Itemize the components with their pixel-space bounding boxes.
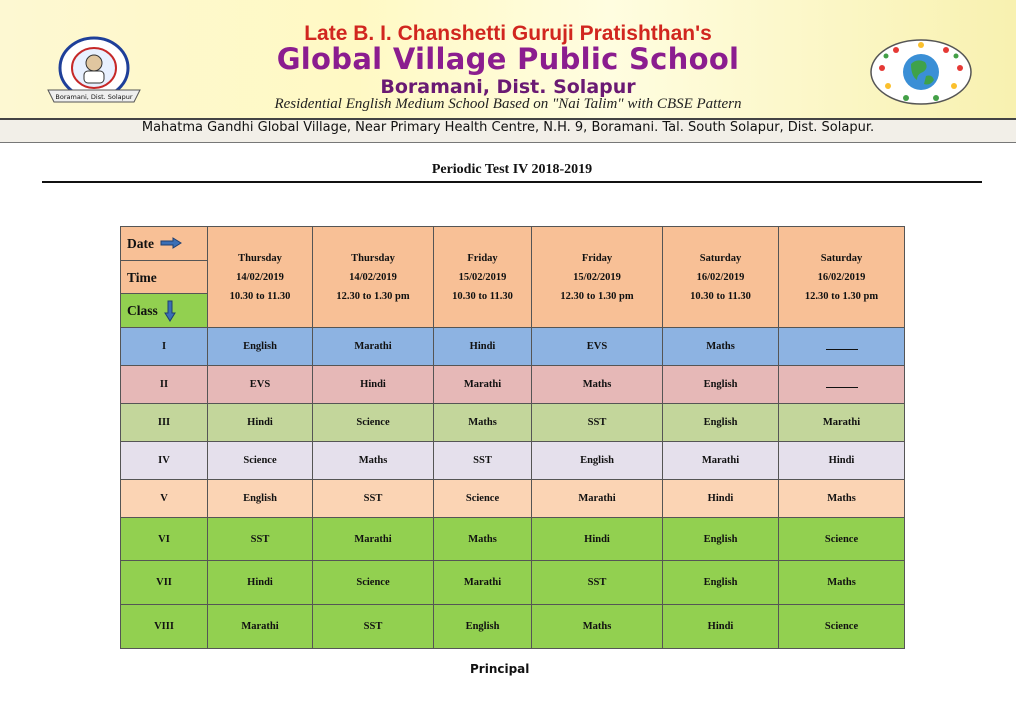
subject-cell: Hindi [208,404,313,442]
globe-children-logo [866,38,976,106]
column-date: 14/02/2019 [236,271,284,283]
subject-cell: Science [313,404,434,442]
subject-cell: SST [208,518,313,561]
header-row [121,227,905,328]
title-divider [42,181,982,183]
subject-cell: EVS [532,328,663,366]
class-label-row [121,294,207,327]
column-date: 15/02/2019 [458,271,507,283]
subject-cell: English [434,605,532,649]
class-name: II [121,366,208,404]
subject-cell: EVS [208,366,313,404]
column-day: Friday [581,252,613,264]
class-row [121,442,905,480]
subject-cell: SST [532,404,663,442]
subject-cell: Maths [313,442,434,480]
arrow-down-icon [164,300,176,322]
arrow-right-icon [160,237,182,249]
subject-cell: Maths [532,366,663,404]
subject-cell: SST [313,480,434,518]
subject-cell: English [663,561,779,605]
class-row [121,328,905,366]
column-header [313,227,434,328]
subject-cell: English [532,442,663,480]
column-date: 16/02/2019 [696,271,745,283]
column-date: 14/02/2019 [349,271,397,283]
subject-cell: Marathi [434,366,532,404]
subject-cell: English [208,480,313,518]
class-row [121,366,905,404]
blank-line [826,379,858,388]
class-name: IV [121,442,208,480]
subject-cell: Hindi [434,328,532,366]
column-day: Thursday [351,252,395,264]
class-row [121,518,905,561]
date-label-row [121,227,207,261]
column-time: 10.30 to 11.30 [229,290,291,302]
subject-cell: SST [532,561,663,605]
subject-cell: Hindi [663,605,779,649]
subject-cell: Hindi [208,561,313,605]
school-address: Mahatma Gandhi Global Village, Near Primary Health Centre, N.H. 9, Boramani. Tal. South Solapur, Dist. Solapur. [141,120,875,135]
subject-cell: SST [434,442,532,480]
school-name: Global Village Public School [276,42,740,76]
principal-signature-label: Principal [470,662,530,676]
column-day: Saturday [820,252,863,264]
column-time: 12.30 to 1.30 pm [336,290,410,302]
column-header [208,227,313,328]
class-row [121,404,905,442]
trust-name: Late B. I. Chanshetti Guruji Pratishthan's [304,22,712,45]
subject-cell: Marathi [663,442,779,480]
svg-text:Boramani, Dist. Solapur: Boramani, Dist. Solapur [55,93,133,101]
letterhead [0,0,1016,118]
corner-cell [121,227,208,328]
subject-cell: Science [779,518,905,561]
blank-line [826,341,858,350]
column-header [434,227,532,328]
class-name: I [121,328,208,366]
column-day: Thursday [238,252,282,264]
no-exam-cell [779,366,905,404]
subject-cell: Maths [663,328,779,366]
subject-cell: Hindi [663,480,779,518]
subject-cell: Science [779,605,905,649]
column-header [663,227,779,328]
class-label: Class [127,303,158,319]
class-name: VII [121,561,208,605]
column-time: 12.30 to 1.30 pm [560,290,634,302]
no-exam-cell [779,328,905,366]
class-name: VI [121,518,208,561]
subject-cell: Hindi [313,366,434,404]
subject-cell: Science [313,561,434,605]
subject-cell: SST [313,605,434,649]
column-date: 15/02/2019 [573,271,621,283]
subject-cell: Hindi [532,518,663,561]
subject-cell: Science [208,442,313,480]
column-header [779,227,905,328]
subject-cell: English [208,328,313,366]
time-label-row [121,261,207,295]
column-time: 10.30 to 11.30 [690,290,751,302]
subject-cell: Science [434,480,532,518]
subject-cell: Marathi [779,404,905,442]
school-emblem-logo [38,36,150,106]
subject-cell: Marathi [434,561,532,605]
subject-cell: English [663,366,779,404]
subject-cell: Maths [532,605,663,649]
document-title: Periodic Test IV 2018-2019 [431,162,593,177]
subject-cell: Marathi [313,518,434,561]
subject-cell: Marathi [532,480,663,518]
date-label: Date [127,235,154,251]
subject-cell: Maths [434,518,532,561]
column-header [532,227,663,328]
class-name: VIII [121,605,208,649]
class-name: V [121,480,208,518]
subject-cell: Maths [434,404,532,442]
school-location: Boramani, Dist. Solapur [380,76,636,98]
class-row [121,480,905,518]
class-name: III [121,404,208,442]
column-time: 10.30 to 11.30 [452,290,513,302]
subject-cell: Maths [779,480,905,518]
exam-timetable [120,226,905,649]
column-day: Friday [467,252,498,264]
class-row [121,605,905,649]
column-date: 16/02/2019 [817,271,866,283]
subject-cell: Marathi [313,328,434,366]
subject-cell: Marathi [208,605,313,649]
class-row [121,561,905,605]
subject-cell: Hindi [779,442,905,480]
column-time: 12.30 to 1.30 pm [804,290,879,302]
school-tagline: Residential English Medium School Based on "Nai Talim" with CBSE Pattern [274,96,742,112]
subject-cell: English [663,518,779,561]
column-day: Saturday [699,252,742,264]
subject-cell: Maths [779,561,905,605]
time-label: Time [127,269,157,285]
subject-cell: English [663,404,779,442]
